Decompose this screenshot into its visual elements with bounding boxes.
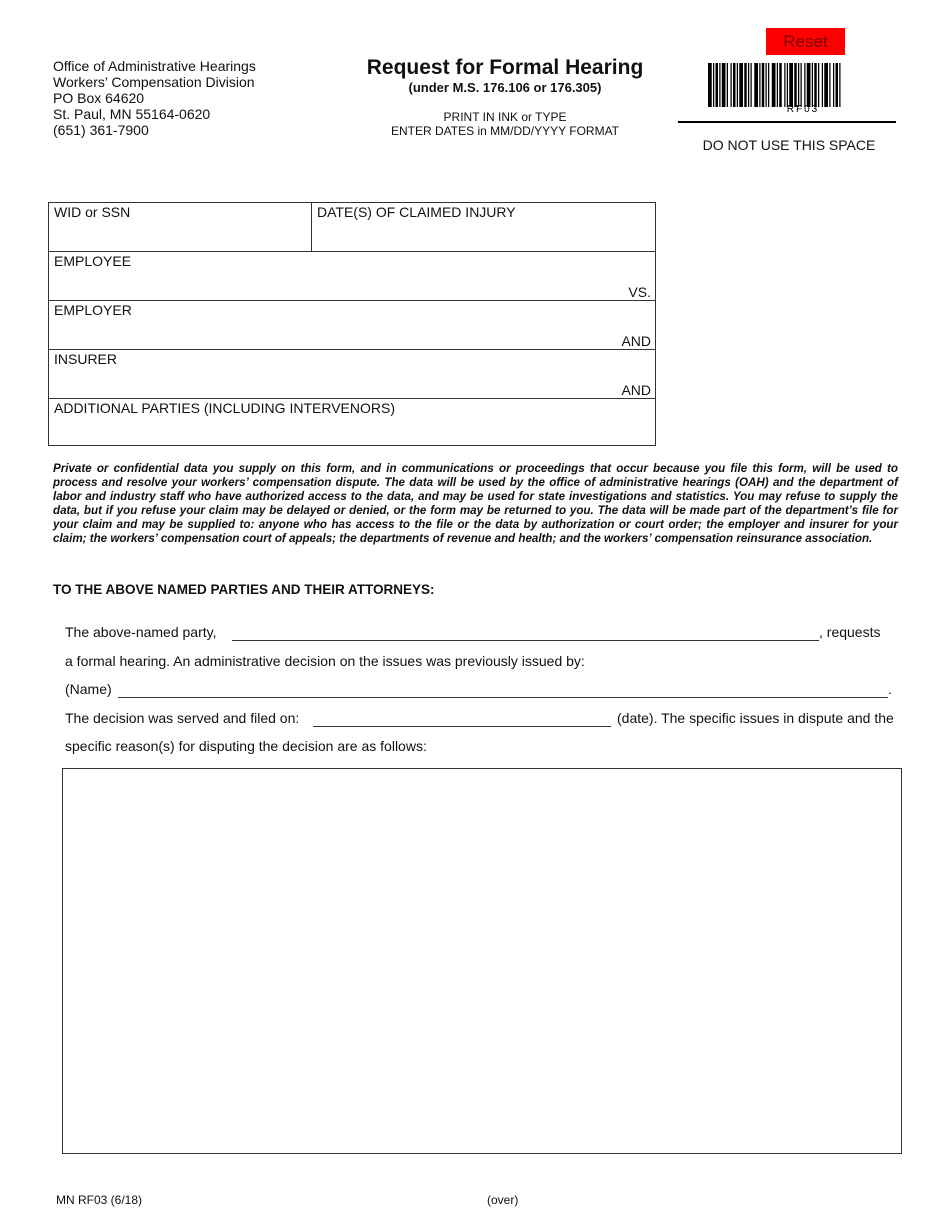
- do-not-use-label: DO NOT USE THIS SPACE: [702, 137, 876, 153]
- served-suffix: (date). The specific issues in dispute and the: [617, 710, 894, 726]
- requesting-party-input[interactable]: [234, 622, 821, 642]
- served-prefix: The decision was served and filed on:: [65, 710, 300, 726]
- wid-input[interactable]: [53, 229, 307, 249]
- vs-label: VS.: [628, 284, 651, 300]
- row-additional-parties: [49, 398, 655, 445]
- over-label: (over): [487, 1193, 519, 1207]
- row-insurer: [49, 349, 655, 398]
- reset-button[interactable]: Reset: [766, 28, 845, 55]
- employee-label: EMPLOYEE: [54, 253, 132, 269]
- instruction-dates: ENTER DATES in MM/DD/YYYY FORMAT: [390, 124, 620, 138]
- insurer-label: INSURER: [54, 351, 118, 367]
- page-subtitle: (under M.S. 176.106 or 176.305): [408, 80, 602, 95]
- insurer-input[interactable]: [53, 374, 595, 394]
- and-label: AND: [621, 333, 651, 349]
- injury-date-label: DATE(S) OF CLAIMED INJURY: [317, 204, 516, 220]
- instruction-ink: PRINT IN INK or TYPE: [443, 110, 567, 124]
- employer-label: EMPLOYER: [54, 302, 132, 318]
- row-wid-injury: [49, 203, 655, 251]
- parties-table: [48, 202, 656, 446]
- barcode-text: RF03: [786, 104, 820, 115]
- office-address: [53, 58, 256, 138]
- barcode-divider: [678, 121, 896, 123]
- served-date-input[interactable]: [315, 708, 613, 728]
- form-id: MN RF03 (6/18): [56, 1193, 143, 1207]
- address-line: PO Box 64620: [53, 90, 145, 106]
- decision-intro-text: a formal hearing. An administrative decision on the issues was previously issued by:: [65, 653, 585, 669]
- additional-parties-label: ADDITIONAL PARTIES (INCLUDING INTERVENORS): [54, 400, 395, 416]
- wid-label: WID or SSN: [54, 204, 131, 220]
- decision-issuer-name-input[interactable]: [120, 679, 890, 699]
- address-line: Office of Administrative Hearings: [53, 58, 256, 74]
- reasons-intro-text: specific reason(s) for disputing the decision are as follows:: [65, 738, 427, 754]
- party-suffix: , requests: [819, 624, 881, 640]
- name-prefix: (Name): [65, 681, 112, 697]
- section-heading: TO THE ABOVE NAMED PARTIES AND THEIR ATTORNEYS:: [53, 582, 435, 597]
- name-suffix: .: [888, 681, 892, 697]
- and-label: AND: [621, 382, 651, 398]
- column-divider: [311, 203, 312, 251]
- address-line: Workers’ Compensation Division: [53, 74, 255, 90]
- address-line: (651) 361-7900: [53, 122, 149, 138]
- employer-input[interactable]: [53, 325, 595, 345]
- page-title: Request for Formal Hearing: [366, 56, 644, 79]
- injury-date-input[interactable]: [317, 229, 651, 249]
- employee-input[interactable]: [53, 276, 595, 296]
- issues-textarea[interactable]: [63, 769, 901, 1153]
- title-block: [350, 56, 660, 138]
- row-employer: [49, 300, 655, 349]
- party-prefix: The above-named party,: [65, 624, 217, 640]
- issues-box: [62, 768, 902, 1154]
- privacy-notice: Private or confidential data you supply on this form, and in communications or proceedings that occur because you file this form, will be used to process and resolve your workers’ compensation dispute. The data will be used by the office of administrative hearings (OAH) and the department of labor and industry staff who have authorized access to the data, and may be used for state investigations and statistics. You may refuse to supply the data, but if you refuse your claim may be delayed or denied, or the form may be returned to you. The data will be made part of the department’s file for your claim and may be supplied to: anyone who has access to the file or the data by authorization or court order; the employer and insurer for your claim; the workers’ compensation court of appeals; the departments of revenue and health; and the workers’ compensation reinsurance association.: [53, 462, 898, 546]
- additional-parties-input[interactable]: [53, 421, 649, 441]
- address-line: St. Paul, MN 55164-0620: [53, 106, 211, 122]
- barcode-image: [708, 63, 898, 107]
- row-employee: [49, 251, 655, 300]
